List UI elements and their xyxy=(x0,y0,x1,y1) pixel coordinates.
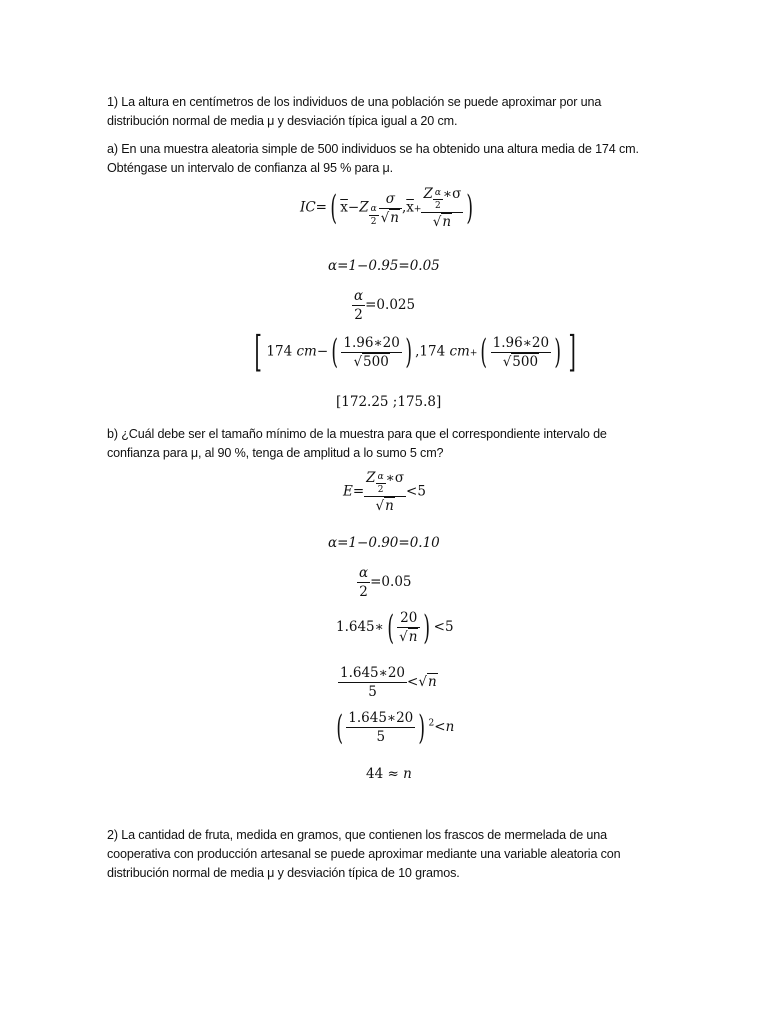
inequality: <5 xyxy=(433,619,454,635)
numerator: 1.96∗20 xyxy=(343,334,400,351)
unit: cm xyxy=(296,343,317,360)
sqrt: √n xyxy=(418,674,437,690)
sigma-over-sqrt-n xyxy=(379,191,402,226)
right-paren: ) xyxy=(466,188,474,228)
problem-2-statement xyxy=(107,826,667,883)
denominator: 5 xyxy=(368,684,377,700)
paren: ) xyxy=(418,707,426,748)
value: =0.025 xyxy=(365,297,416,313)
alpha: α xyxy=(359,565,369,581)
left-paren: ( xyxy=(330,188,337,228)
fraction xyxy=(491,335,551,370)
denominator: 500 xyxy=(512,353,539,370)
numerator: 1.645∗20 xyxy=(340,665,406,681)
inequality-step-1 xyxy=(336,607,454,648)
mean-value-2: 174 xyxy=(419,343,446,360)
sqrt: √n xyxy=(432,214,452,230)
n: n xyxy=(445,719,455,735)
alpha-half-equation-b xyxy=(357,565,412,600)
two: 2 xyxy=(359,584,368,600)
sqrt: √500 xyxy=(353,353,389,370)
alpha-over-2 xyxy=(369,204,379,227)
text-line: confianza para μ, al 90 %, tenga de amplitud a lo sumo 5 cm? xyxy=(107,446,444,460)
formula-lhs: IC xyxy=(300,199,316,216)
interval-calculation xyxy=(250,327,581,376)
text-line: b) ¿Cuál debe ser el tamaño mínimo de la muestra para que el correspondiente intervalo de xyxy=(107,427,607,441)
equals-sign: = xyxy=(352,483,365,500)
unit: cm xyxy=(449,343,470,360)
sigma: σ xyxy=(379,191,402,209)
error-formula xyxy=(343,470,426,514)
paren: ( xyxy=(387,607,394,648)
alpha-over-2 xyxy=(352,288,365,323)
plus-sign: + xyxy=(469,348,478,359)
value: =0.05 xyxy=(370,574,412,590)
text-line: distribución normal de media μ y desviación típica igual a 20 cm. xyxy=(107,114,458,128)
plus-sign: + xyxy=(413,204,422,215)
alpha: α xyxy=(370,203,377,214)
sqrt: √n xyxy=(399,629,418,645)
left-bracket: [ xyxy=(336,394,342,410)
paren: ( xyxy=(336,707,343,748)
sqrt: √n xyxy=(375,498,394,514)
text-line: distribución normal de media μ y desviación típica de 10 gramos. xyxy=(107,866,460,880)
paren: ( xyxy=(480,332,488,372)
inequality-step-2 xyxy=(338,665,438,700)
alpha-equation-b: α=1−0.90=0.10 xyxy=(328,535,440,551)
result-b xyxy=(366,766,412,782)
part-b-statement xyxy=(107,425,667,463)
sqrt: √500 xyxy=(502,353,539,370)
alpha-equation-a: α=1−0.95=0.05 xyxy=(328,258,440,274)
inequality: <5 xyxy=(406,483,426,500)
right-bracket: ] xyxy=(568,327,577,376)
denominator: 5 xyxy=(376,729,386,745)
paren: ) xyxy=(423,607,431,648)
fraction xyxy=(341,335,401,370)
numerator: 1.645∗20 xyxy=(348,710,414,726)
right-bracket: ] xyxy=(436,394,442,410)
paren: ) xyxy=(554,332,562,372)
problem-1-statement xyxy=(107,93,667,131)
inequality-step-3 xyxy=(333,707,455,748)
minus-sign: − xyxy=(347,199,360,216)
exponent: 2 xyxy=(428,718,435,729)
alpha-over-2-b xyxy=(433,188,443,211)
paren: ( xyxy=(331,332,339,372)
text-line: Obténgase un intervalo de confianza al 95 % para μ. xyxy=(107,161,393,175)
part-a-statement xyxy=(107,140,667,178)
result-value: 172.25 ;175.8 xyxy=(341,394,437,410)
sqrt: √n xyxy=(380,209,399,226)
z-symbol-2: Z xyxy=(423,186,433,202)
result-value: 44 xyxy=(366,766,384,782)
two: 2 xyxy=(354,307,363,323)
n: n xyxy=(385,498,394,514)
comma: , xyxy=(415,343,420,360)
x-bar-2: $\overline{x}$ xyxy=(406,199,414,216)
comma: , xyxy=(401,199,407,216)
alpha-half-equation-a xyxy=(352,288,415,323)
x-bar: $\overline{x}$ xyxy=(340,199,348,216)
text-line: 1) La altura en centímetros de los individuos de una población se puede aproximar por una xyxy=(107,95,602,109)
n: n xyxy=(427,674,437,690)
coefficient: 1.645∗ xyxy=(336,619,384,635)
fraction xyxy=(397,610,420,645)
fraction xyxy=(338,665,407,700)
n: n xyxy=(403,766,412,782)
fraction xyxy=(346,710,415,745)
text-line: 2) La cantidad de fruta, medida en gramos, que contienen los frascos de mermelada de una xyxy=(107,828,607,842)
alpha-over-2 xyxy=(376,472,386,495)
interval-result xyxy=(336,394,441,410)
less-than: < xyxy=(434,719,446,735)
mean-value: 174 xyxy=(266,343,293,360)
approx-sign: ≈ xyxy=(383,766,404,782)
z-sigma-over-sqrt-n xyxy=(364,470,406,514)
left-bracket: [ xyxy=(254,327,262,376)
two: 2 xyxy=(377,485,384,495)
numerator: 1.96∗20 xyxy=(492,334,550,351)
two: 2 xyxy=(435,201,441,211)
less-than: < xyxy=(407,674,419,690)
n: n xyxy=(442,214,452,230)
paren: ) xyxy=(405,332,412,372)
n: n xyxy=(408,629,418,645)
times-sigma: ∗σ xyxy=(442,186,462,202)
numerator: 20 xyxy=(397,610,420,628)
denominator: 500 xyxy=(363,353,389,370)
minus-sign: − xyxy=(316,343,329,360)
n: n xyxy=(390,209,399,226)
alpha: α xyxy=(434,188,441,198)
text-line: cooperativa con producción artesanal se puede aproximar mediante una variable aleatoria con xyxy=(107,847,621,861)
alpha: α xyxy=(377,472,384,482)
times-sigma: ∗σ xyxy=(385,470,405,486)
alpha: α xyxy=(354,288,364,304)
alpha-over-2 xyxy=(357,565,370,600)
e-symbol: E xyxy=(343,483,353,500)
confidence-interval-formula xyxy=(300,186,477,230)
equals-sign: = xyxy=(315,199,327,216)
two: 2 xyxy=(370,216,377,227)
z-sigma-over-sqrt-n xyxy=(421,186,463,230)
z-symbol: Z xyxy=(359,199,369,216)
text-line: a) En una muestra aleatoria simple de 500 individuos se ha obtenido una altura media de 174 cm. xyxy=(107,142,639,156)
z-symbol: Z xyxy=(366,470,376,486)
